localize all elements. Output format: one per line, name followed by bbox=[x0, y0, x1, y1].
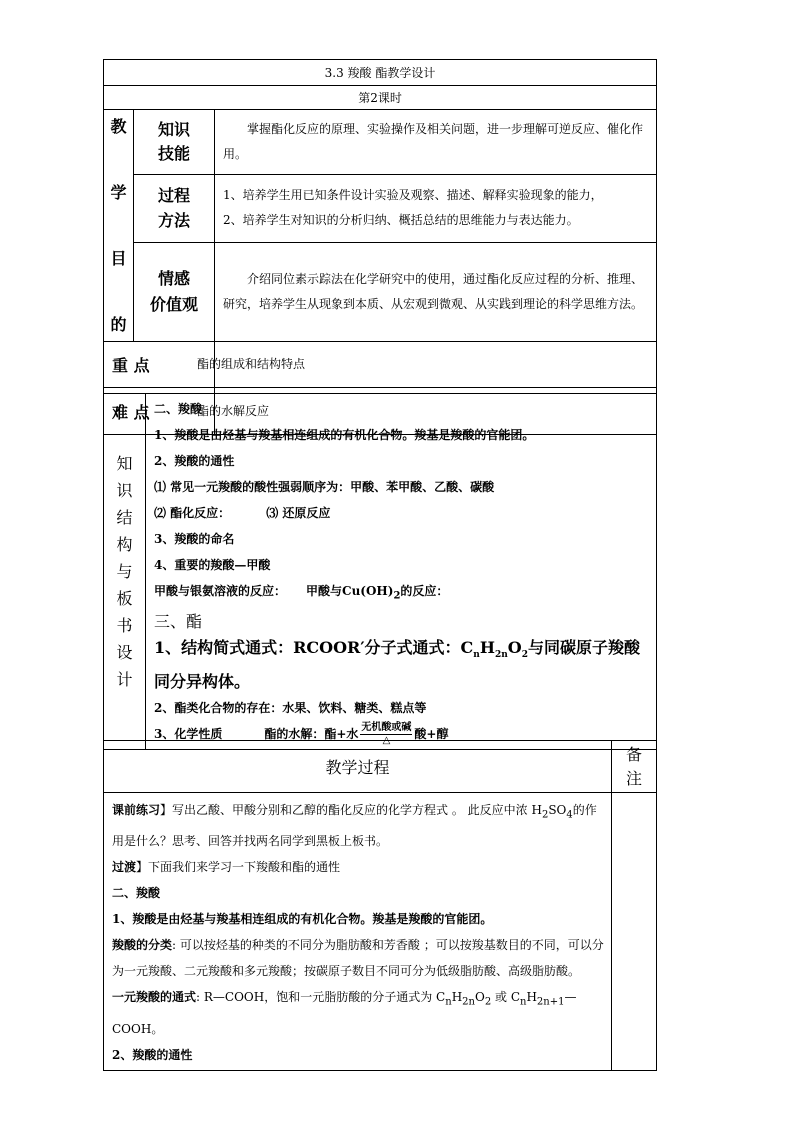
board-design-label: 知 识 结 构 与 板 书 设 计 bbox=[104, 394, 146, 750]
process-paragraph: 1、羧酸是由烃基与羧基相连组成的有机化合物。羧基是羧酸的官能团。 bbox=[112, 912, 493, 927]
process-paragraph: 羧酸的分类: 可以按烃基的种类的不同分为脂肪酸和芳香酸 ；可以按羧基数目的不同，可以分为一元羧酸、二元羧酸和多元羧酸；按碳原子数目不同可分为低级脂肪酸、高级脂肪酸。 bbox=[112, 938, 604, 979]
key-point-label: 重 点 bbox=[104, 342, 215, 388]
reaction-condition: $\frac{\text{无机酸或碱}}{\triangle}$ bbox=[361, 722, 412, 747]
board-heading-ester: 三、酯 bbox=[154, 612, 203, 632]
process-paragraph: 过渡】下面我们来学习一下羧酸和酯的通性 bbox=[112, 860, 341, 875]
board-line: ⑴ 常见一元羧酸的酸性强弱顺序为：甲酸、苯甲酸、乙酸、碳酸 bbox=[154, 480, 495, 494]
key-point-text: 酯的组成和结构特点 bbox=[215, 342, 657, 388]
emotion-value-text: 介绍同位素示踪法在化学研究中的使用，通过酯化反应过程的分析、推理、研究，培养学生从现象到本质、从宏观到微观、从实践到理论的科学思维方法。 bbox=[215, 243, 657, 342]
process-paragraph: 2、羧酸的通性 bbox=[112, 1047, 193, 1062]
process-method-text: 1、培养学生用已知条件设计实验及观察、描述、解释实验现象的能力， 2、培养学生对知识的分析归纳、概括总结的思维能力与表达能力。 bbox=[215, 174, 657, 242]
board-ester-formula: 1、结构简式通式：RCOOR′分子式通式：$C_nH_{2n}O_2$与同碳原子羧酸同分异构体。 bbox=[154, 638, 640, 691]
board-line: 1、羧酸是由烃基与羧基相连组成的有机化合物。羧基是羧酸的官能团。 bbox=[154, 428, 535, 442]
board-line: 2、羧酸的通性 bbox=[154, 454, 235, 468]
process-paragraph: 一元羧酸的通式: R—COOH，饱和一元脂肪酸的分子通式为 $C_nH_{2n}O_2$ 或 $C_nH_{2n+1}—COOH$。 bbox=[112, 990, 577, 1036]
board-line: 2、酯类化合物的存在：水果、饮料、糖类、糕点等 bbox=[154, 700, 427, 715]
board-design-content bbox=[146, 394, 657, 750]
board-design-table bbox=[103, 393, 657, 750]
teaching-process-heading: 教学过程 bbox=[104, 741, 612, 793]
difficulty-text: 酯的水解反应 bbox=[215, 388, 657, 435]
board-line: ⑵ 酯化反应： ⑶ 还原反应 bbox=[154, 506, 331, 520]
process-paragraph: 二、羧酸 bbox=[112, 886, 161, 901]
difficulty-label: 难 点 bbox=[104, 388, 215, 435]
knowledge-skill-label: 知识 技能 bbox=[134, 110, 215, 175]
board-line: 二、羧酸 bbox=[154, 402, 203, 416]
knowledge-skill-text: 掌握酯化反应的原理、实验操作及相关问题，进一步理解可逆反应、催化作用。 bbox=[215, 110, 657, 175]
process-paragraph: 课前练习】写出乙酸、甲酸分别和乙醇的酯化反应的化学方程式 。 此反应中浓 $H_2SO_4$的作用是什么？思考、回答并找两名同学到黑板上板书。 bbox=[112, 803, 597, 849]
lesson-period: 第2课时 bbox=[104, 86, 657, 110]
document-title: 3.3 羧酸 酯教学设计 bbox=[104, 60, 657, 86]
process-method-label: 过程 方法 bbox=[134, 174, 215, 242]
lesson-plan-table bbox=[103, 59, 657, 435]
goals-label: 教 学 目 的 bbox=[104, 110, 134, 342]
teaching-process-content bbox=[104, 793, 612, 1071]
board-line: 3、羧酸的命名 bbox=[154, 532, 235, 546]
teaching-process-table bbox=[103, 740, 657, 1071]
emotion-value-label: 情感 价值观 bbox=[134, 243, 215, 342]
board-line: 甲酸与银氨溶液的反应： 甲酸与$Cu(OH)_2$的反应： bbox=[154, 584, 449, 602]
remarks-cell bbox=[612, 793, 657, 1071]
board-hydrolysis: 3、化学性质 酯的水解：酯+水 $\frac{\text{无机酸或碱}}{\triangle}$ 酸+醇 bbox=[154, 722, 449, 747]
board-line: 4、重要的羧酸—甲酸 bbox=[154, 558, 271, 572]
remarks-heading: 备 注 bbox=[612, 741, 657, 793]
